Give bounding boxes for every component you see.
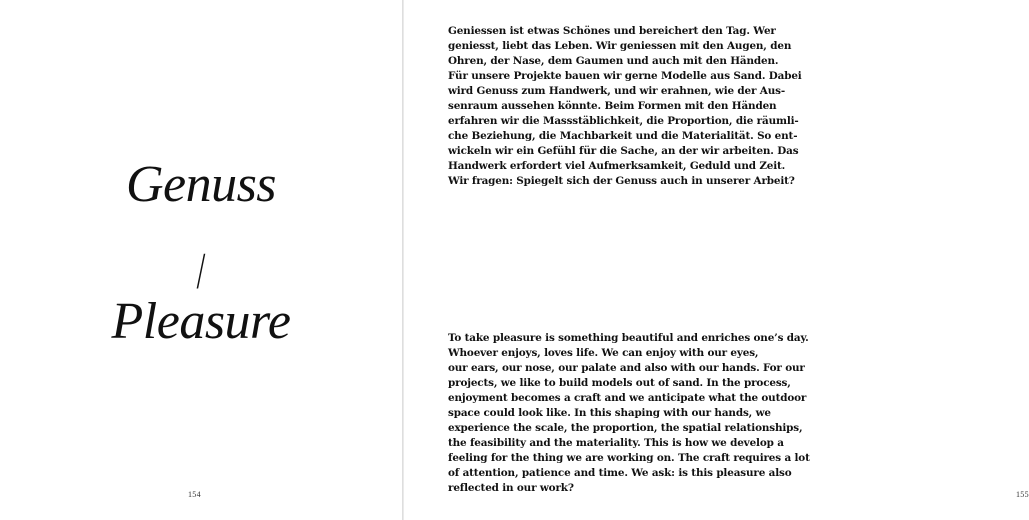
- english-paragraph: [448, 331, 810, 496]
- text-line: wird Genuss zum Handwerk, und wir erahnen, wie der Aus-: [448, 85, 785, 97]
- title-divider: /: [196, 243, 206, 300]
- text-line: erfahren wir die Massstäblichkeit, die Proportion, die räumli-: [448, 115, 799, 127]
- text-line: Ohren, der Nase, dem Gaumen und auch mit den Händen.: [448, 55, 779, 67]
- german-paragraph: [448, 24, 802, 189]
- text-line: Whoever enjoys, loves life. We can enjoy with our eyes,: [448, 347, 759, 359]
- title-english: Pleasure: [111, 293, 291, 350]
- text-line: Wir fragen: Spiegelt sich der Genuss auch in unserer Arbeit?: [448, 175, 795, 187]
- left-page: [0, 0, 402, 520]
- text-line: the feasibility and the materiality. This is how we develop a: [448, 437, 784, 449]
- text-line: che Beziehung, die Machbarkeit und die Materialität. So ent-: [448, 130, 798, 142]
- text-line: Handwerk erfordert viel Aufmerksamkeit, Geduld und Zeit.: [448, 160, 786, 172]
- text-line: of attention, patience and time. We ask: is this pleasure also: [448, 467, 792, 479]
- text-line: feeling for the thing we are working on. The craft requires a lot: [448, 452, 810, 464]
- text-line: Für unsere Projekte bauen wir gerne Modelle aus Sand. Dabei: [448, 70, 802, 82]
- text-line: To take pleasure is something beautiful and enriches one’s day.: [448, 332, 809, 344]
- text-line: senraum aussehen könnte. Beim Formen mit den Händen: [448, 100, 777, 112]
- text-line: space could look like. In this shaping with our hands, we: [448, 407, 771, 419]
- page-number-right: 155: [1016, 490, 1029, 499]
- text-line: reflected in our work?: [448, 482, 574, 494]
- text-line: enjoyment becomes a craft and we anticipate what the outdoor: [448, 392, 807, 404]
- text-line: projects, we like to build models out of sand. In the process,: [448, 377, 791, 389]
- text-line: wickeln wir ein Gefühl für die Sache, an der wir arbeiten. Das: [448, 145, 799, 157]
- title-german: Genuss: [125, 156, 277, 213]
- text-line: experience the scale, the proportion, the spatial relationships,: [448, 422, 803, 434]
- page-number-left: 154: [188, 490, 201, 499]
- text-line: geniesst, liebt das Leben. Wir geniessen mit den Augen, den: [448, 40, 792, 52]
- text-line: Geniessen ist etwas Schönes und bereichert den Tag. Wer: [448, 25, 776, 37]
- text-line: our ears, our nose, our palate and also with our hands. For our: [448, 362, 805, 374]
